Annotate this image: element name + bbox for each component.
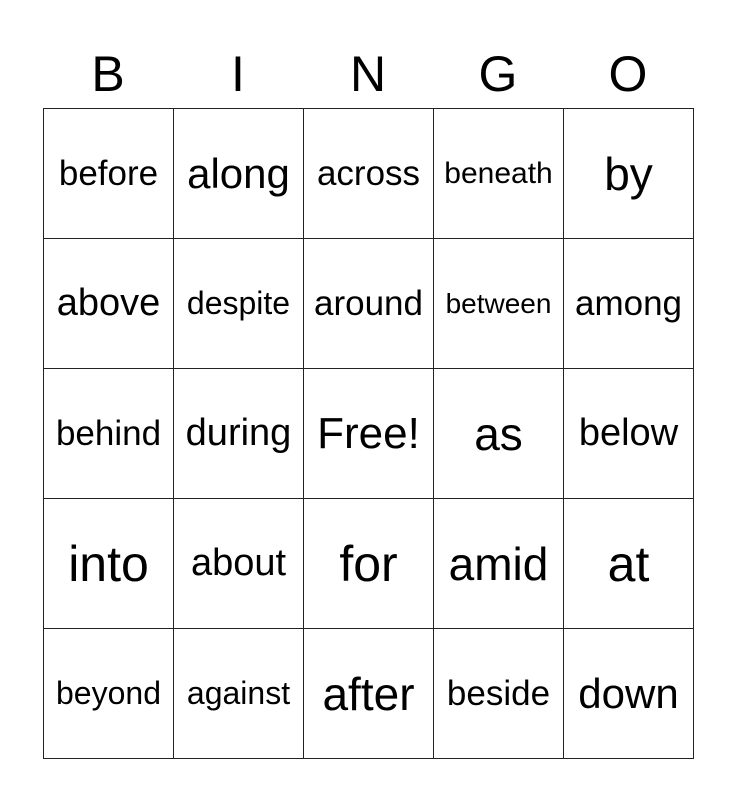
header-letter-g: G	[478, 46, 518, 102]
bingo-cell[interactable]: across	[304, 109, 434, 239]
bingo-cell[interactable]: at	[564, 499, 694, 629]
bingo-cell[interactable]: beside	[434, 629, 564, 759]
bingo-header	[43, 40, 693, 108]
bingo-cell[interactable]: against	[174, 629, 304, 759]
bingo-cell[interactable]: behind	[44, 369, 174, 499]
bingo-grid	[43, 108, 694, 759]
bingo-cell[interactable]: despite	[174, 239, 304, 369]
bingo-cell[interactable]: about	[174, 499, 304, 629]
bingo-cell[interactable]: above	[44, 239, 174, 369]
bingo-cell[interactable]: by	[564, 109, 694, 239]
free-space-cell[interactable]: Free!	[304, 369, 434, 499]
bingo-cell[interactable]: during	[174, 369, 304, 499]
bingo-cell[interactable]: for	[304, 499, 434, 629]
bingo-cell[interactable]: down	[564, 629, 694, 759]
header-letter-i: I	[231, 46, 245, 102]
bingo-cell[interactable]: into	[44, 499, 174, 629]
header-letter-n: N	[349, 46, 387, 102]
bingo-cell[interactable]: among	[564, 239, 694, 369]
bingo-cell[interactable]: beyond	[44, 629, 174, 759]
bingo-cell[interactable]: as	[434, 369, 564, 499]
bingo-cell[interactable]: around	[304, 239, 434, 369]
bingo-cell[interactable]: beneath	[434, 109, 564, 239]
bingo-cell[interactable]: between	[434, 239, 564, 369]
bingo-cell[interactable]: after	[304, 629, 434, 759]
bingo-cell[interactable]: amid	[434, 499, 564, 629]
header-letter-o: O	[608, 46, 648, 102]
bingo-cell[interactable]: below	[564, 369, 694, 499]
bingo-cell[interactable]: before	[44, 109, 174, 239]
bingo-cell[interactable]: along	[174, 109, 304, 239]
bingo-card	[43, 40, 693, 759]
header-letter-b: B	[91, 46, 125, 102]
